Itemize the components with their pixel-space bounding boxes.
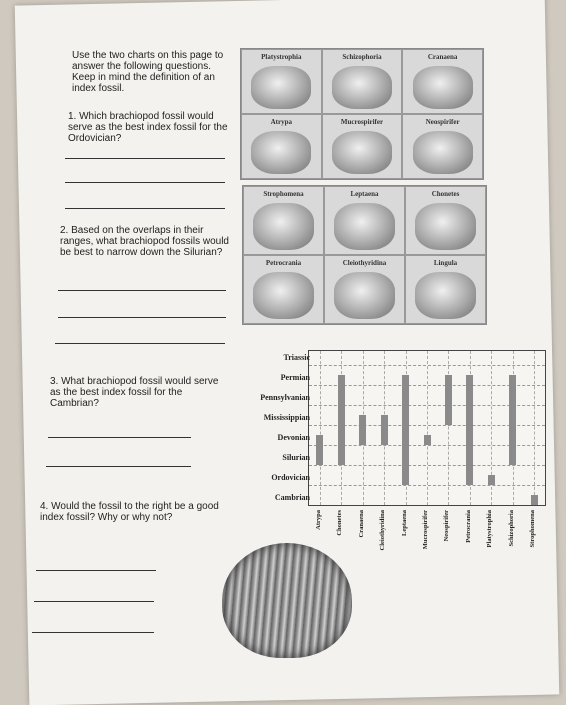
range-bar (316, 435, 323, 465)
fossil-card (402, 114, 483, 179)
period-label: Cambrian (274, 493, 310, 502)
fossil-card (324, 186, 405, 255)
fossil-chart-1 (240, 48, 484, 180)
period-label: Devonian (277, 433, 310, 442)
fossil-card (241, 49, 322, 114)
taxon-label: Cranaena (357, 510, 365, 538)
taxon-label: Schizophoria (507, 510, 515, 547)
fossil-photo (415, 203, 475, 250)
period-label: Silurian (282, 453, 310, 462)
answer-line[interactable] (48, 437, 191, 438)
period-label: Permian (280, 373, 310, 382)
fossil-name: Cranaena (427, 53, 458, 61)
fossil-photo (253, 203, 313, 250)
fossil-shell-photo (222, 543, 352, 658)
period-label: Pennsylvanian (260, 393, 310, 402)
fossil-photo (251, 131, 311, 174)
fossil-card (243, 255, 324, 324)
taxon-label: Chonetes (336, 510, 344, 536)
period-label: Triassic (283, 353, 310, 362)
range-bar (445, 375, 452, 425)
fossil-name: Chonetes (431, 190, 460, 198)
taxon-label: Neospirifer (443, 510, 451, 542)
taxon-label: Atrypa (314, 510, 322, 530)
fossil-photo (334, 272, 394, 319)
answer-line[interactable] (55, 343, 225, 344)
fossil-photo (332, 131, 392, 174)
range-bar (338, 375, 345, 465)
question-1: 1. Which brachiopod fossil would serve as the best index fossil for the Ordovician? (68, 111, 228, 144)
taxon-label: Strophomena (529, 510, 537, 548)
fossil-card (243, 186, 324, 255)
fossil-name: Neospirifer (425, 118, 460, 126)
fossil-card (322, 114, 403, 179)
fossil-name: Schizophoria (342, 53, 382, 61)
fossil-photo (415, 272, 475, 319)
period-label: Mississippian (263, 413, 310, 422)
fossil-photo (332, 66, 392, 109)
fossil-card (324, 255, 405, 324)
taxon-gridline (427, 351, 428, 505)
fossil-name: Petrocrania (265, 259, 302, 267)
question-2: 2. Based on the overlaps in their ranges, what brachiopod fossils would be best to narrow down the Silurian? (60, 225, 229, 258)
answer-line[interactable] (65, 158, 225, 159)
answer-line[interactable] (58, 290, 226, 291)
fossil-card (405, 186, 486, 255)
taxon-label: Leptaena (400, 510, 408, 536)
taxon-label: Mucrospirifer (422, 510, 429, 550)
range-bar (531, 495, 538, 505)
fossil-card (405, 255, 486, 324)
range-bar (381, 415, 388, 445)
taxon-label: Cleiothyridina (379, 510, 387, 551)
fossil-photo (253, 272, 313, 319)
question-4: 4. Would the fossil to the right be a good index fossil? Why or why not? (40, 501, 219, 523)
taxon-label: Platystrophia (486, 510, 494, 548)
fossil-name: Mucrospirifer (340, 118, 384, 126)
fossil-photo (413, 131, 473, 174)
fossil-photo (413, 66, 473, 109)
range-bar (488, 475, 495, 485)
question-3: 3. What brachiopod fossil would serve as the best index fossil for the Cambrian? (50, 376, 219, 409)
answer-line[interactable] (58, 317, 226, 318)
answer-line[interactable] (46, 466, 191, 467)
answer-line[interactable] (65, 182, 225, 183)
answer-line[interactable] (32, 632, 154, 633)
fossil-photo (334, 203, 394, 250)
fossil-name: Lingula (433, 259, 458, 267)
range-plot-area (308, 350, 546, 506)
answer-line[interactable] (65, 208, 225, 209)
fossil-card (402, 49, 483, 114)
period-label: Ordovician (271, 473, 310, 482)
taxon-gridline (534, 351, 535, 505)
fossil-name: Leptaena (350, 190, 379, 198)
taxon-gridline (320, 351, 321, 505)
answer-line[interactable] (36, 570, 156, 571)
fossil-name: Strophomena (263, 190, 304, 198)
fossil-name: Cleiothyridina (342, 259, 387, 267)
fossil-photo (251, 66, 311, 109)
fossil-chart-2 (242, 185, 487, 325)
range-bar (424, 435, 431, 445)
fossil-name: Atrypa (270, 118, 293, 126)
fossil-card (241, 114, 322, 179)
taxon-label: Petrocrania (464, 510, 472, 543)
answer-line[interactable] (34, 601, 154, 602)
range-bar (509, 375, 516, 465)
range-bar (402, 375, 409, 485)
intro-text: Use the two charts on this page to answer the following questions. Keep in mind the definition of an index fossil. (72, 50, 224, 94)
fossil-name: Platystrophia (261, 53, 302, 61)
range-bar (466, 375, 473, 485)
range-bar (359, 415, 366, 445)
fossil-card (322, 49, 403, 114)
